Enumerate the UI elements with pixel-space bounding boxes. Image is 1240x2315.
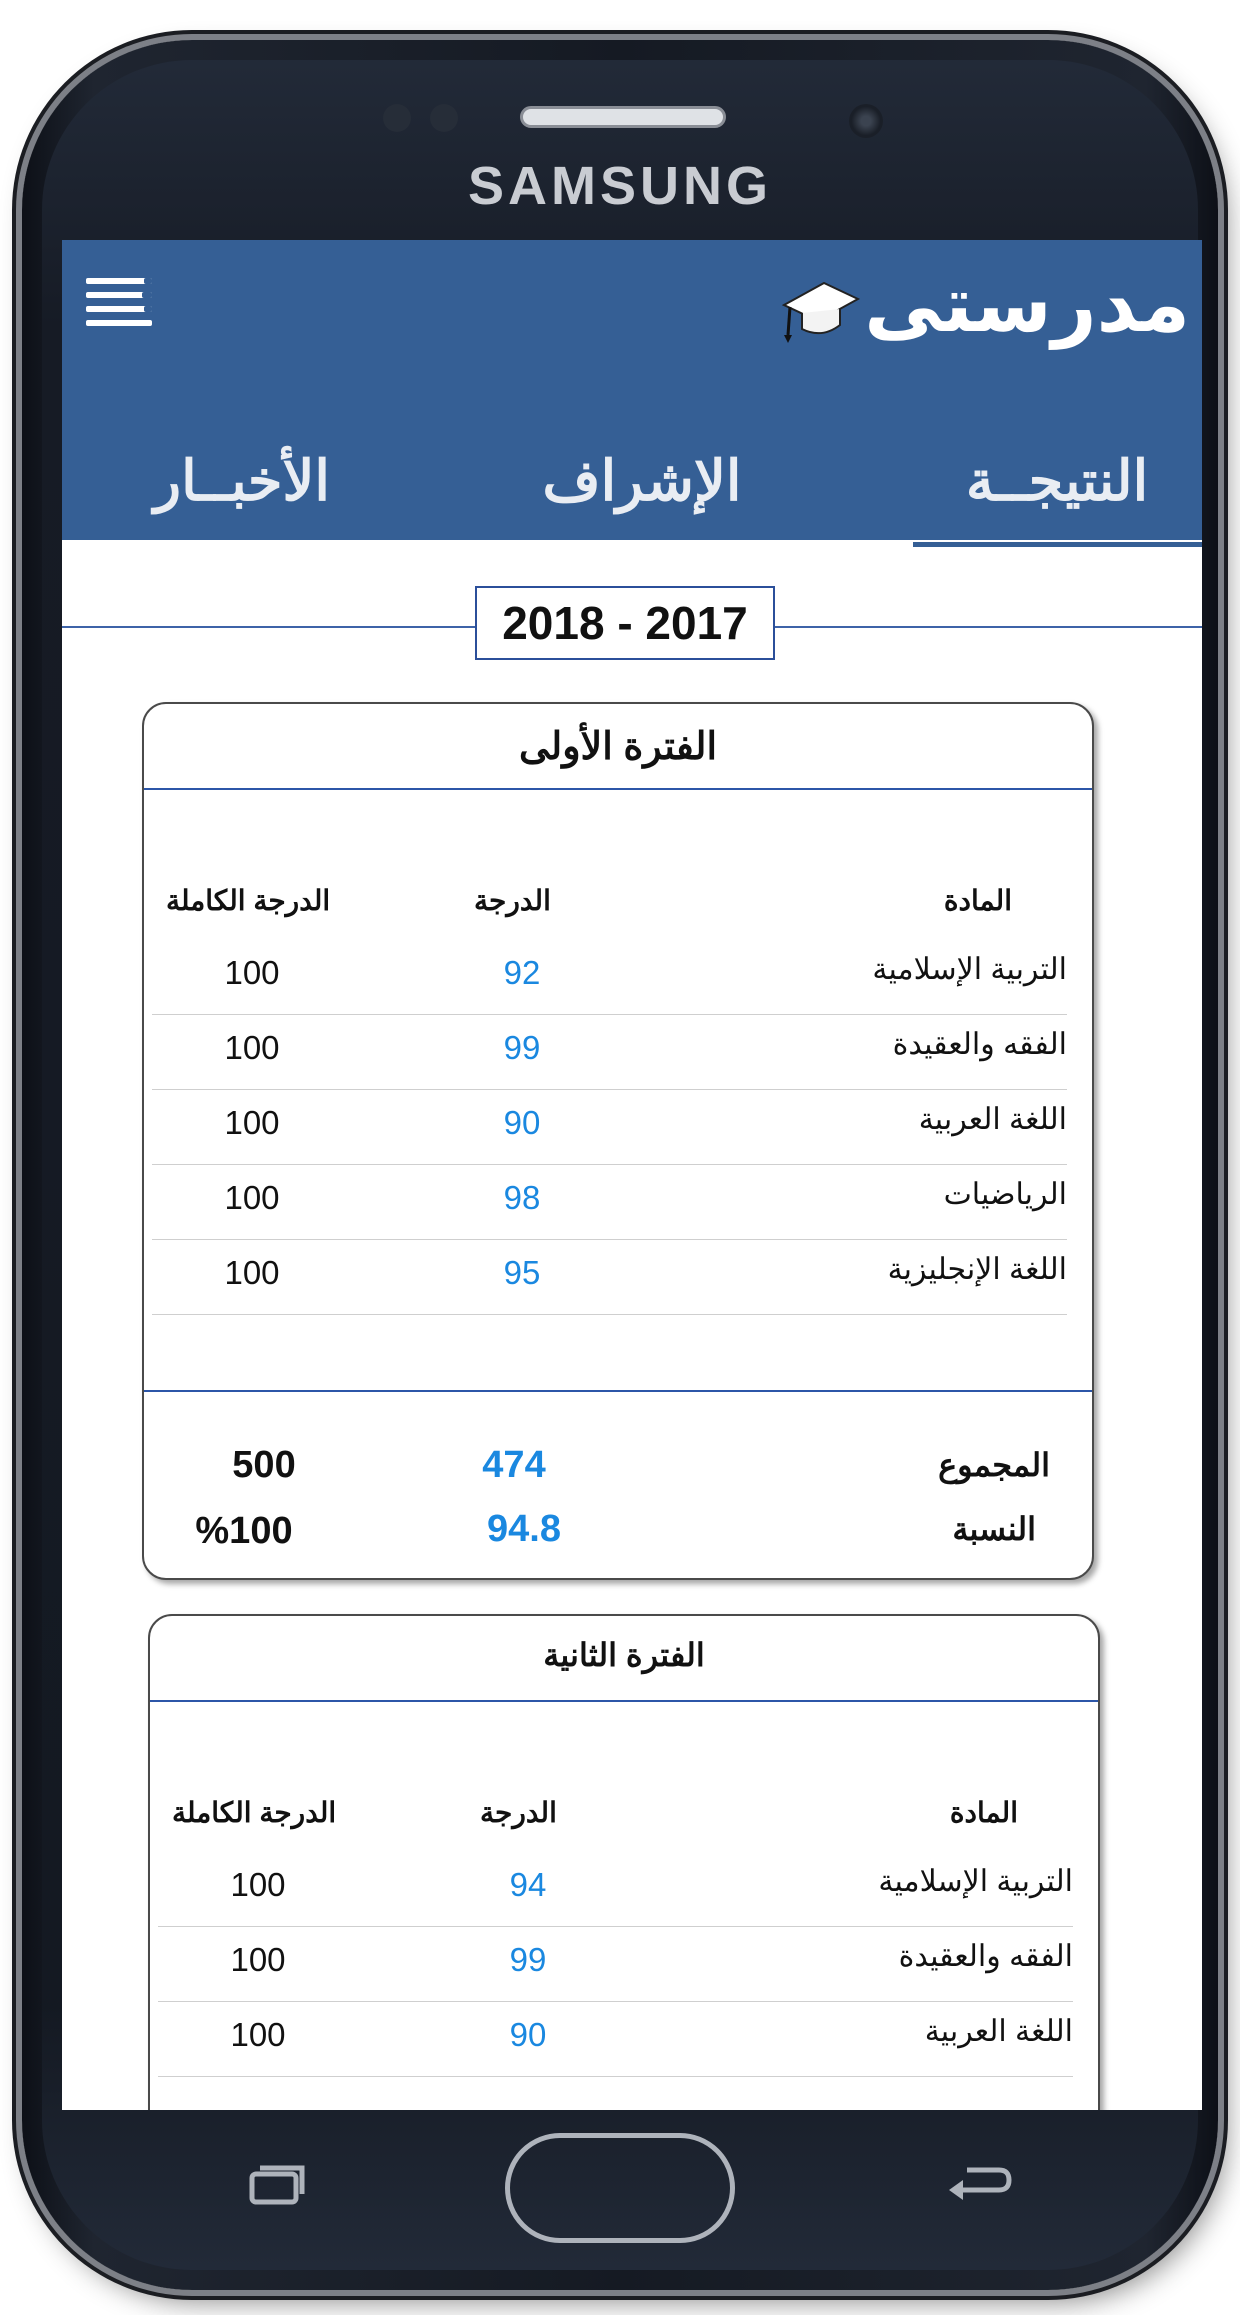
- subject-name: التربية الإسلامية: [872, 953, 1067, 986]
- table-row: [158, 2002, 1073, 2077]
- grade-value: 99: [503, 1029, 541, 1066]
- full-mark: 100: [224, 954, 280, 991]
- tab-supervision[interactable]: الإشراف: [542, 449, 742, 512]
- subject-name: اللغة الإنجليزية: [887, 1253, 1067, 1286]
- device-brand: SAMSUNG: [467, 156, 772, 216]
- full-mark: 100: [224, 1029, 280, 1066]
- screen: [62, 240, 1202, 2110]
- graduation-cap-icon: [780, 265, 860, 345]
- earpiece-speaker: [520, 106, 726, 128]
- percent-full: %100: [195, 1510, 293, 1552]
- full-mark: 100: [224, 1254, 280, 1291]
- proximity-sensor: [383, 104, 411, 132]
- grade-value: 90: [503, 1104, 541, 1141]
- grade-value: 92: [503, 954, 541, 991]
- back-icon[interactable]: [945, 2160, 1015, 2210]
- recent-apps-icon[interactable]: [240, 2160, 310, 2210]
- title-separator: [150, 1700, 1098, 1702]
- app-bar: [62, 240, 1202, 540]
- subject-name: الفقه والعقيدة: [892, 1028, 1067, 1061]
- total-label: المجموع: [938, 1447, 1050, 1483]
- subject-name: الرياضيات: [943, 1178, 1067, 1211]
- subject-name: اللغة العربية: [924, 2015, 1073, 2048]
- percent-label: النسبة: [952, 1511, 1036, 1547]
- hamburger-menu-icon[interactable]: [86, 278, 152, 326]
- table-row: [152, 940, 1067, 1015]
- grade-value: 90: [509, 2016, 547, 2053]
- table-row: [152, 1015, 1067, 1090]
- grade-value: 98: [503, 1179, 541, 1216]
- totals-separator: [144, 1390, 1092, 1392]
- full-mark: 100: [224, 1104, 280, 1141]
- table-row: [158, 1927, 1073, 2002]
- subject-name: الفقه والعقيدة: [898, 1940, 1073, 1973]
- column-header-subject: المادة: [949, 1797, 1018, 1828]
- table-row: [152, 1240, 1067, 1315]
- column-header-full: الدرجة الكاملة: [172, 1797, 337, 1828]
- table-row: [158, 1852, 1073, 1927]
- grade-value: 95: [503, 1254, 541, 1291]
- period-title: الفترة الثانية: [543, 1637, 705, 1673]
- subject-name: التربية الإسلامية: [878, 1865, 1073, 1898]
- subject-name: اللغة العربية: [918, 1103, 1067, 1136]
- percent-value: 94.8: [487, 1508, 561, 1550]
- full-mark: 100: [230, 1941, 286, 1978]
- grade-value: 94: [509, 1866, 547, 1903]
- front-camera: [849, 104, 883, 138]
- tab-result[interactable]: النتيجــة: [965, 449, 1149, 512]
- title-separator: [144, 788, 1092, 790]
- total-value: 474: [482, 1444, 546, 1486]
- full-mark: 100: [230, 1866, 286, 1903]
- table-row: [152, 1165, 1067, 1240]
- grade-value: 99: [509, 1941, 547, 1978]
- period-card-second: [148, 1614, 1100, 2110]
- column-header-full: الدرجة الكاملة: [166, 885, 331, 916]
- full-mark: 100: [230, 2016, 286, 2053]
- home-button[interactable]: [505, 2133, 735, 2243]
- table-row: [152, 1090, 1067, 1165]
- active-tab-indicator: [913, 542, 1202, 547]
- light-sensor: [430, 104, 458, 132]
- period-title: الفترة الأولى: [518, 726, 718, 768]
- column-header-subject: المادة: [943, 885, 1012, 916]
- column-header-grade: الدرجة: [480, 1797, 557, 1828]
- app-logo: [780, 250, 1190, 360]
- period-card-first: [142, 702, 1094, 1580]
- column-header-grade: الدرجة: [474, 885, 551, 916]
- tab-news[interactable]: الأخبــار: [154, 449, 330, 512]
- school-year[interactable]: 2018 - 2017: [475, 586, 775, 660]
- full-mark: 100: [224, 1179, 280, 1216]
- total-full: 500: [232, 1444, 296, 1486]
- logo-text: مدرستى: [864, 260, 1190, 350]
